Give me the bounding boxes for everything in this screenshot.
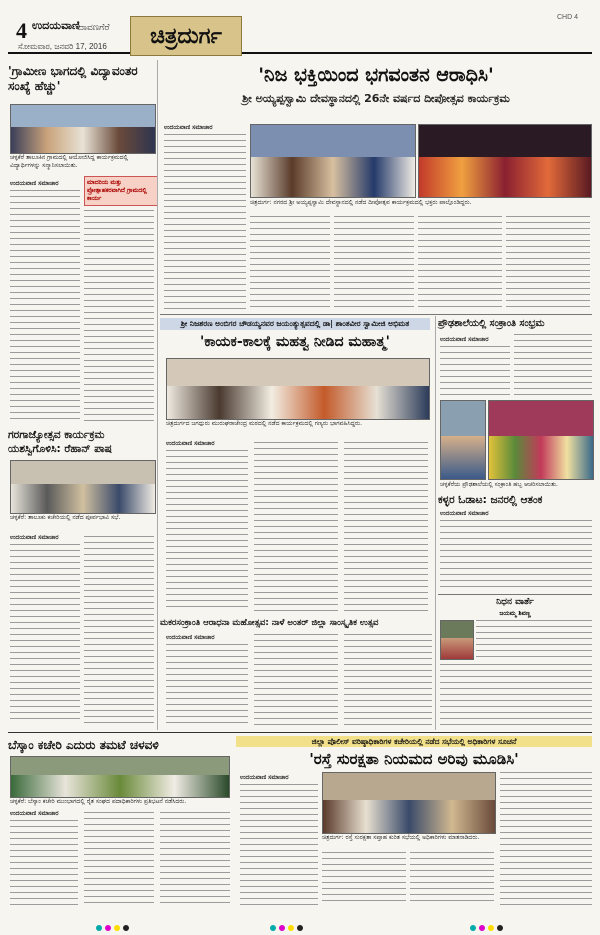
body-text-makara-2 xyxy=(254,634,338,726)
headline-devotion: 'ನಿಜ ಭಕ್ತಿಯಿಂದ ಭಗವಂತನ ಆರಾಧಿಸಿ' xyxy=(258,64,494,86)
body-text-rural-1 xyxy=(10,190,80,422)
byline-makara: ಉದಯವಾಣಿ ಸಮಾಚಾರ xyxy=(166,634,215,641)
caption-protest: ಚಳ್ಳಕೆರೆ: ಬೆಸ್ಕಾಂ ಕಚೇರಿ ಮುಂಭಾಗದಲ್ಲಿ ರೈತ ಸಂಘದ ಪದಾಧಿಕಾರಿಗಳು ಪ್ರತಿಭಟನೆ ನಡೆಸಿದರು. xyxy=(10,798,187,805)
body-text-devotion-3 xyxy=(334,216,414,310)
byline-kayaka: ಉದಯವಾಣಿ ಸಮಾಚಾರ xyxy=(166,440,215,447)
body-text-rural-2 xyxy=(84,210,154,422)
column-rule-right xyxy=(435,316,436,730)
obituary-name: ಜಯಮ್ಮ ಶಿವಣ್ಣ xyxy=(499,610,531,617)
edition-name: ದಾವಣಗೆರೆ xyxy=(78,22,110,32)
section-logo: ಚಿತ್ರದುರ್ಗ xyxy=(130,16,242,56)
photo-kayaka xyxy=(166,358,430,420)
caption-devotion: ಚಿತ್ರದುರ್ಗ: ನಗರದ ಶ್ರೀ ಅಯ್ಯಪ್ಪಸ್ವಾಮಿ ದೇವಸ್ಥಾನದಲ್ಲಿ ನಡೆದ ದೀಪೋತ್ಸವ ಕಾರ್ಯಕ್ರಮದಲ್ಲಿ ಭಕ್ತರು ಪಾಲ್ಗೊಂಡಿದ್ದರು. xyxy=(250,199,472,206)
body-text-garaga-2 xyxy=(84,536,154,724)
headline-garaga: ಗರಗಾಜ್ಯೋತ್ಸವ ಕಾರ್ಯಕ್ರಮ ಯಶಸ್ವಿಗೊಳಿಸಿ: ರೆಹಾನ್ ಪಾಷ xyxy=(8,429,112,455)
byline-protest: ಉದಯವಾಣಿ ಸಮಾಚಾರ xyxy=(10,810,59,817)
page-number: 4 xyxy=(16,18,27,43)
headline-rural-education: 'ಗ್ರಾಮೀಣ ಭಾಗದಲ್ಲಿ ವಿದ್ಯಾವಂತರ ಸಂಖ್ಯೆ ಹೆಚ್ಚು' xyxy=(8,64,138,93)
body-text-obituary xyxy=(476,620,592,658)
registration-marks-2 xyxy=(270,916,330,922)
byline-devotion: ಉದಯವಾಣಿ ಸಮಾಚಾರ xyxy=(164,124,213,131)
photo-road-safety xyxy=(322,772,496,834)
body-text-devotion-5 xyxy=(506,216,590,310)
photo-school-portrait xyxy=(440,400,486,480)
body-text-protest-2 xyxy=(84,812,154,906)
byline-thieves: ಉದಯವಾಣಿ ಸಮಾಚಾರ xyxy=(440,510,489,517)
headline-school: ಪ್ರೌಢಶಾಲೆಯಲ್ಲಿ ಸಂಕ್ರಾಂತಿ ಸಂಭ್ರಮ xyxy=(438,318,545,329)
paper-name: ಉದಯವಾಣಿ xyxy=(32,20,80,32)
body-text-devotion-4 xyxy=(418,216,502,310)
byline-school: ಉದಯವಾಣಿ ಸಮಾಚಾರ xyxy=(440,336,489,343)
headline-makara: ಮಕರಸಂಕ್ರಾಂತಿ ಆರಾಧನಾ ಮಹೋತ್ಸವ: ನಾಳೆ ಅಂತರ್ ಜಿಲ್ಲಾ ಸಾಂಸ್ಕೃತಿಕ ಉತ್ಸವ xyxy=(160,618,379,628)
registration-marks-1 xyxy=(96,916,156,922)
body-text-road-4 xyxy=(500,772,592,906)
rule-obituary xyxy=(438,594,592,595)
caption-garaga: ಚಳ್ಳಕೆರೆ: ತಾಲೂಕು ಕಚೇರಿಯಲ್ಲಿ ನಡೆದ ಪೂರ್ವಭಾವಿ ಸಭೆ. xyxy=(10,514,121,521)
caption-rural-education: ಚಳ್ಳಕೆರೆ ತಾಲೂಕಿನ ಗ್ರಾಮದಲ್ಲಿ ಆಯೋಜಿಸಿದ್ದ ಕಾರ್ಯಕ್ರಮದಲ್ಲಿ ವಿದ್ಯಾರ್ಥಿಗಳನ್ನು ಸನ್ಮಾನಿಸಲಾಯಿತು. xyxy=(10,154,129,169)
body-text-school-1 xyxy=(440,346,510,396)
byline-rural-education: ಉದಯವಾಣಿ ಸಮಾಚಾರ xyxy=(10,180,59,187)
body-text-road-1 xyxy=(240,784,318,906)
body-text-kayaka-2 xyxy=(254,442,338,612)
caption-road-safety: ಚಿತ್ರದುರ್ಗ: ರಸ್ತೆ ಸುರಕ್ಷತಾ ಸಪ್ತಾಹ ಕುರಿತ ಸಭೆಯಲ್ಲಿ ಅಧಿಕಾರಿಗಳು ಮಾತನಾಡಿದರು. xyxy=(322,834,480,841)
body-text-protest-1 xyxy=(10,820,78,906)
photo-devotion-lamps xyxy=(418,124,592,198)
byline-garaga: ಉದಯವಾಣಿ ಸಮಾಚಾರ xyxy=(10,534,59,541)
photo-garaga xyxy=(10,460,156,514)
page-code: CHD 4 xyxy=(556,14,578,21)
body-text-road-2 xyxy=(322,852,406,906)
body-text-school-2 xyxy=(514,334,592,396)
byline-road-safety: ಉದಯವಾಣಿ ಸಮಾಚಾರ xyxy=(240,774,289,781)
photo-devotion-stage xyxy=(250,124,416,198)
banner-kayaka: ಶ್ರೀ ನಿಜಶರಣ ಅಂಬಿಗರ ಚೌಡಯ್ಯನವರ ಜಯಂತ್ಯುತ್ಸವದಲ್ಲಿ ಡಾ| ಶಾಂತವೀರ ಸ್ವಾಮೀಜಿ ಅಭಿಮತ xyxy=(160,318,430,330)
body-text-protest-3 xyxy=(160,812,230,906)
caption-school: ಚಳ್ಳಕೆರೆಯ ಪ್ರೌಢಶಾಲೆಯಲ್ಲಿ ಸಂಕ್ರಾಂತಿ ಹಬ್ಬ ಆಚರಿಸಲಾಯಿತು. xyxy=(440,481,558,488)
body-text-devotion-2 xyxy=(250,216,330,310)
column-rule-left xyxy=(157,60,158,730)
body-text-kayaka-1 xyxy=(166,450,248,612)
photo-school-rangoli xyxy=(488,400,594,480)
masthead xyxy=(8,6,592,54)
photo-protest xyxy=(10,756,230,798)
photo-rural-education xyxy=(10,104,156,154)
banner-road-safety: ಜಿಲ್ಲಾ ಪೊಲೀಸ್ ವರಿಷ್ಠಾಧಿಕಾರಿಗಳ ಕಚೇರಿಯಲ್ಲಿ ನಡೆದ ಸಭೆಯಲ್ಲಿ ಅಧಿಕಾರಿಗಳ ಸೂಚನೆ xyxy=(236,736,592,747)
body-text-makara-3 xyxy=(344,634,432,726)
pullquote-rural: ಮಾದರಿಯ ಮತ್ತು ಪ್ರೋತ್ಸಾಹಕರವಾಗಿದೆ ಗ್ರಾಮದಲ್ಲಿ ಕಾರ್ಯ xyxy=(84,176,158,206)
body-text-kayaka-3 xyxy=(344,442,428,612)
rule-devotion xyxy=(160,314,592,315)
headline-protest: ಬೆಸ್ಕಾಂ ಕಚೇರಿ ಎದುರು ತಮಟೆ ಚಳವಳಿ xyxy=(8,738,159,752)
subhead-devotion: ಶ್ರೀ ಅಯ್ಯಪ್ಪಸ್ವಾಮಿ ದೇವಸ್ಥಾನದಲ್ಲಿ 26ನೇ ವರ್ಷದ ದೀಪೋತ್ಸವ ಕಾರ್ಯಕ್ರಮ xyxy=(242,92,510,105)
rule-bottom-section xyxy=(8,732,592,733)
body-text-devotion-1 xyxy=(164,134,246,310)
body-text-road-3 xyxy=(410,852,494,906)
caption-kayaka: ಚಿತ್ರದುರ್ಗದ ಜಗದ್ಗುರು ಮುರುಘರಾಜೇಂದ್ರ ಮಠದಲ್ಲಿ ನಡೆದ ಕಾರ್ಯಕ್ರಮದಲ್ಲಿ ಗಣ್ಯರು ಭಾಗವಹಿಸಿದ್ದರು. xyxy=(166,420,363,427)
headline-kayaka: 'ಕಾಯಕ-ಕಾಲಕ್ಕೆ ಮಹತ್ವ ನೀಡಿದ ಮಹಾತ್ಮ' xyxy=(200,334,390,350)
body-text-makara-1 xyxy=(166,644,248,726)
heading-obituary: ನಿಧನ ವಾರ್ತೆ xyxy=(496,597,534,607)
headline-thieves: ಕಳ್ಳರ ಓಡಾಟ: ಜನರಲ್ಲಿ ಆತಂಕ xyxy=(438,494,543,506)
body-text-right-bottom xyxy=(440,664,592,726)
dateline: ಸೋಮವಾರ, ಜನವರಿ 17, 2016 xyxy=(18,42,107,51)
registration-marks-3 xyxy=(470,916,530,922)
photo-obituary xyxy=(440,620,474,660)
body-text-garaga-1 xyxy=(10,544,80,724)
body-text-thieves xyxy=(440,520,592,590)
headline-road-safety: 'ರಸ್ತೆ ಸುರಕ್ಷತಾ ನಿಯಮದ ಅರಿವು ಮೂಡಿಸಿ' xyxy=(309,750,519,768)
